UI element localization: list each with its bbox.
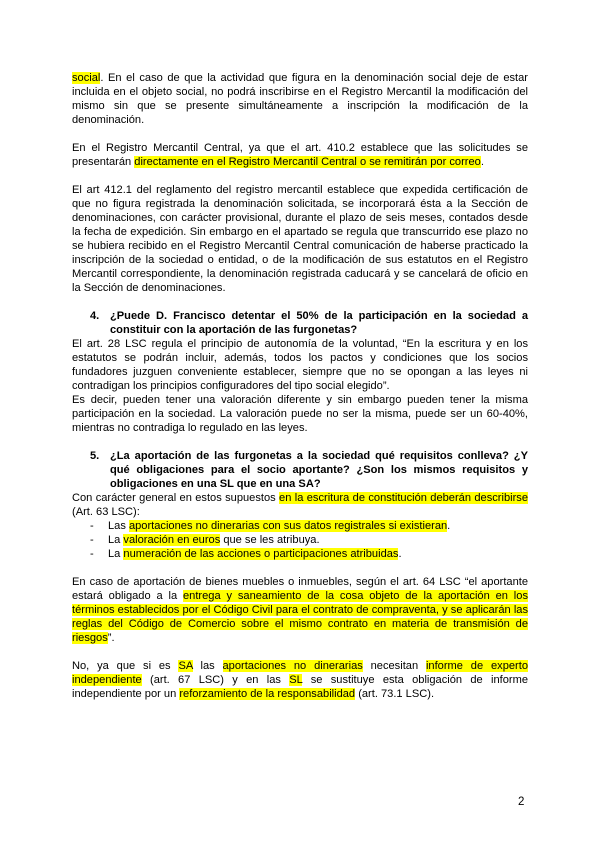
paragraph-social-denomination: social. En el caso de que la actividad que figura en la denominación social deje de estar incluida en el objeto social, no podrá inscribirse en el Registro Mercantil la modificación del mismo sin que se presente simultáneamente a inscripción la modificación de la denominación. — [72, 72, 528, 126]
question-text: ¿Puede D. Francisco detentar el 50% de la participación en la sociedad a constituir con la aportación de las furgonetas? — [110, 310, 528, 336]
highlight-escritura: en la escritura de constitución deberán describirse — [279, 492, 529, 504]
paragraph-sa-sl: No, ya que si es SA las aportaciones no dinerarias necesitan informe de experto independiente (art. 67 LSC) y en las SL se sustituye esta obligación de informe independiente por un reforzamiento de la responsabilidad (art. 73.1 LSC). — [72, 660, 528, 700]
list-item: - La numeración de las acciones o participaciones atribuidas. — [72, 547, 528, 561]
paragraph-art-64: En caso de aportación de bienes muebles o inmuebles, según el art. 64 LSC “el aportante estará obligado a la entrega y saneamiento de la cosa objeto de la aportación en los términos establecidos por el Código Civil para el contrato de compraventa, y se aplicarán las reglas del Código de Comercio sobre el mismo contrato en materia de transmisión de riesgos”. — [72, 576, 528, 644]
highlight-sl: SL — [289, 674, 303, 686]
document-page — [72, 71, 528, 701]
highlight-entrega: entrega y saneamiento de la cosa objeto de la aportación en los términos establecidos por el Código Civil para el contrato de compraventa, y se aplicarán las reglas del Código de Comercio sobre el mismo contrato en materia de transmisión de riesgos — [72, 590, 528, 644]
highlight-numeracion: numeración de las acciones o participaciones atribuidas — [123, 548, 399, 560]
highlight-social: social — [72, 72, 101, 84]
dash-bullet: - — [90, 548, 94, 560]
page-number: 2 — [518, 796, 525, 808]
question-4 — [90, 309, 528, 337]
question-number: 5. — [90, 450, 100, 462]
highlight-aportaciones: aportaciones no dinerarias con sus datos registrales si existieran — [128, 520, 448, 532]
paragraph-art-412: El art 412.1 del reglamento del registro mercantil establece que expedida certificación de que no figura registrada la denominación solicitada, se incorporará ésta a la Sección de denominaciones, con carácter provisional, durante el plazo de seis meses, contados desde la fecha de expedición. Sin embargo en el apartado se regula que transcurrido ese plazo no se hubiera recibido en el Registro Mercantil Central comunicación de haberse practicado la inscripción de la sociedad o entidad, o de la modificación de sus estatutos en el Registro Mercantil correspondiente, la denominación registrada caducará y se cancelará de oficio en la Sección de denominaciones. — [72, 184, 528, 294]
question-5 — [90, 449, 528, 491]
highlight-aportaciones-no-dinerarias: aportaciones no dinerarias — [222, 660, 363, 672]
highlight-registro-central: directamente en el Registro Mercantil Central o se remitirán por correo — [134, 156, 481, 168]
highlight-valoracion: valoración en euros — [123, 534, 221, 546]
highlight-sa: SA — [178, 660, 193, 672]
list-item: - Las aportaciones no dinerarias con sus datos registrales si existieran. — [72, 519, 528, 533]
paragraph-escritura: Con carácter general en estos supuestos en la escritura de constitución deberán describirse (Art. 63 LSC): — [72, 492, 529, 518]
dash-bullet: - — [90, 534, 94, 546]
list-item: - La valoración en euros que se les atribuya. — [72, 533, 528, 547]
requirements-list — [72, 519, 528, 561]
highlight-informe-experto: informe de experto independiente — [72, 660, 528, 686]
question-text: ¿La aportación de las furgonetas a la sociedad qué requisitos conlleva? ¿Y qué obligaciones para el socio aportante? ¿Son los mismos requisitos y obligaciones en una SL que en una SA? — [110, 450, 528, 490]
dash-bullet: - — [90, 520, 94, 532]
paragraph-registro-central: En el Registro Mercantil Central, ya que el art. 410.2 establece que las solicitudes se presentarán directamente en el Registro Mercantil Central o se remitirán por correo. — [72, 142, 528, 168]
paragraph-valoracion: Es decir, pueden tener una valoración diferente y sin embargo pueden tener la misma participación en la sociedad. La valoración puede no ser la misma, puede ser un 60-40%, mientras no contradiga lo regulado en las leyes. — [72, 394, 528, 434]
paragraph-art-28: El art. 28 LSC regula el principio de autonomía de la voluntad, “En la escritura y en los estatutos se podrán incluir, además, todos los pactos y condiciones que los socios fundadores juzguen conveniente establecer, siempre que no se opongan a las leyes ni contradigan los principios configuradores del tipo social elegido”. — [72, 338, 528, 392]
question-number: 4. — [90, 310, 100, 322]
highlight-reforzamiento: reforzamiento de la responsabilidad — [179, 688, 356, 700]
